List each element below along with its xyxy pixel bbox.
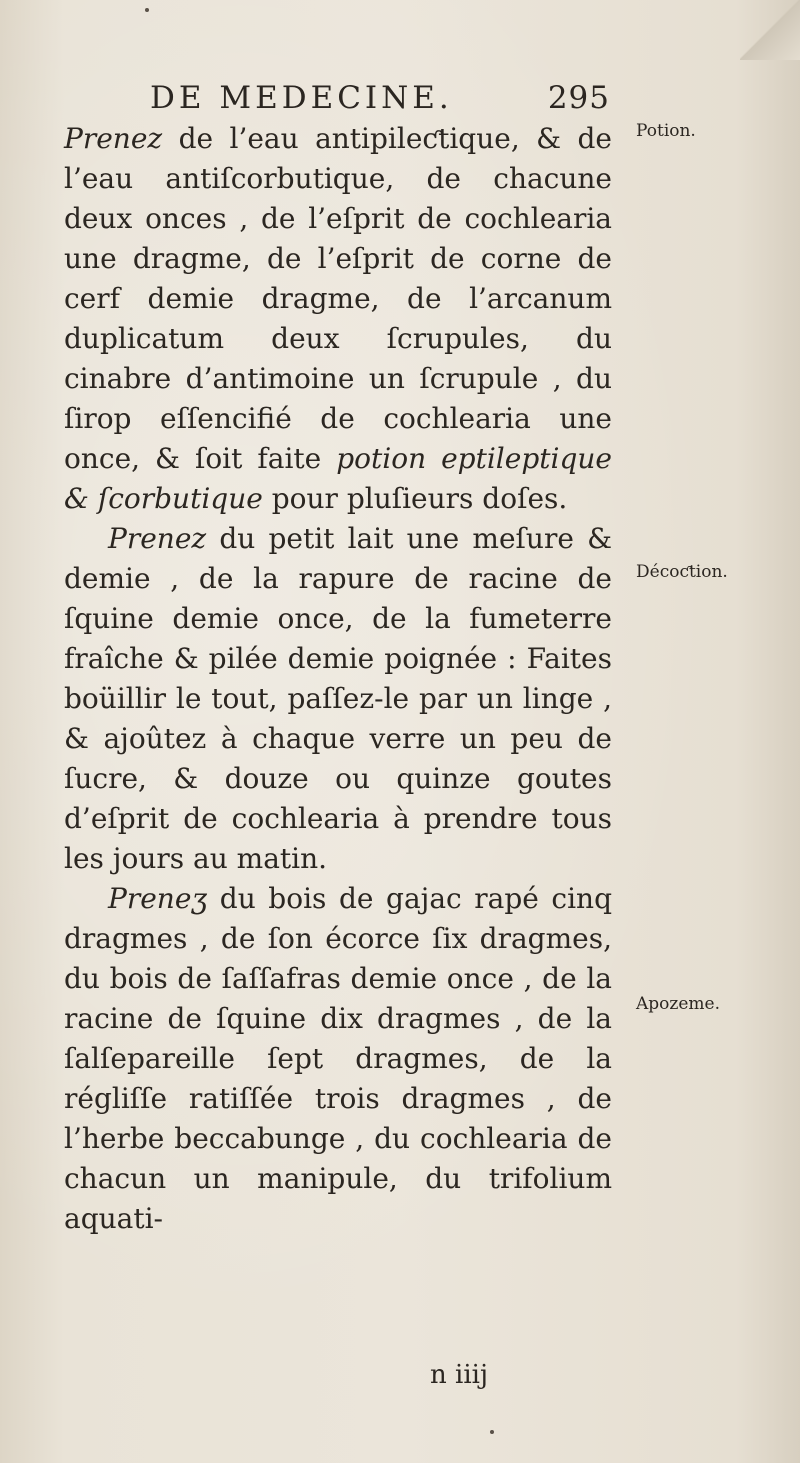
page-number: 295 xyxy=(547,80,610,116)
paragraph-intro: Prenez xyxy=(64,122,163,155)
running-head xyxy=(150,80,610,114)
margin-note-potion: Potion. xyxy=(636,121,696,141)
paragraph-apozeme xyxy=(64,879,612,1239)
paragraph-text: du petit lait une meſure & demie , de la rapure de racine de ſquine demie once, de la fumeterre fraîche & pilée demie poignée : Faites boüillir le tout, paſſez-le par un linge , & ajoûtez à chaque verre un peu de ſucre, & douze ou quinze goutes d’eſprit de cochlearia à prendre tous les jours au matin. xyxy=(64,522,612,875)
margin-note-decoction: Décoƈtion. xyxy=(636,562,728,582)
paragraph-text-end: pour pluſieurs doſes. xyxy=(262,482,568,515)
running-head-title: DE MEDECINE. xyxy=(150,80,453,116)
signature-mark: n iiij xyxy=(430,1360,489,1390)
paragraph-intro: Preneʒ xyxy=(108,882,208,915)
paragraph-text: du bois de gajac rapé cinq dragmes , de ſon écorce ſix dragmes, du bois de ſaſſafras demie once , de la racine de ſquine dix dragmes , de la ſalſepareille ſept dragmes, de la régliſſe ratiſſée trois dragmes , de l’herbe beccabunge , du cochlearia de chacun un manipule, du trifolium aquati- xyxy=(64,882,612,1235)
paragraph-potion xyxy=(64,119,612,519)
paragraph-intro: Prenez xyxy=(108,522,207,555)
paragraph-decoction xyxy=(64,519,612,879)
ink-speck xyxy=(490,1430,494,1434)
page-corner-fold xyxy=(740,0,800,60)
paragraph-text: de l’eau antipileƈtique, & de l’eau antiſcorbutique, de chacune deux onces , de l’eſprit de cochlearia une dragme, de l’eſprit de corne de cerf demie dragme, de l’arcanum duplicatum deux ſcrupules, du cinabre d’antimoine un ſcrupule , du ſirop eſſencifié de cochlearia une once, & ſoit faite xyxy=(64,122,612,475)
ink-speck xyxy=(145,8,149,12)
paragraph-italic-text: potion eptileptique & ſcorbutique xyxy=(64,442,612,515)
body-text xyxy=(64,119,612,1239)
margin-note-apozeme: Apozeme. xyxy=(636,994,720,1014)
